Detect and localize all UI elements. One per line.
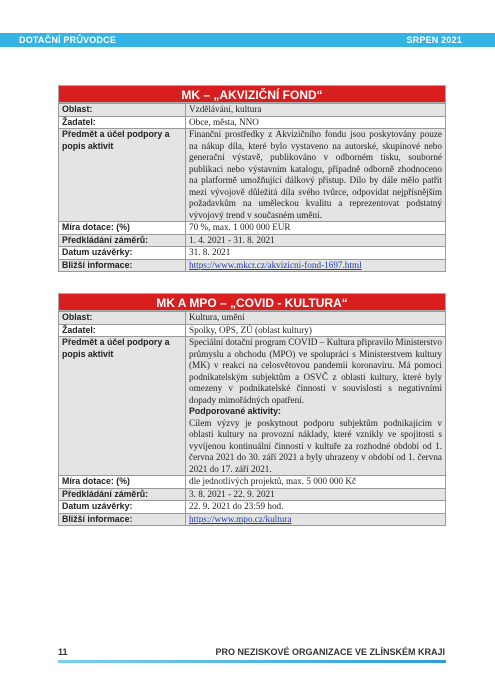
row-label: Žadatel: xyxy=(59,324,186,337)
row-label: Oblast: xyxy=(59,104,186,117)
table-row xyxy=(59,247,446,260)
info-link[interactable]: https://www.mkcr.cz/akvizicni-fond-1697.html xyxy=(189,259,362,270)
row-label: Předkládání záměrů: xyxy=(59,234,186,247)
footer-rule xyxy=(58,660,446,663)
table-row xyxy=(59,116,446,129)
row-value: Spolky, OPS, ZÚ (oblast kultury) xyxy=(186,324,446,337)
info-link[interactable]: https://www.mpo.cz/kultura xyxy=(189,513,292,524)
page-number: 11 xyxy=(58,647,68,657)
row-label: Předmět a účel podpory a popis aktivit xyxy=(59,337,186,476)
row-value: Obce, města, NNO xyxy=(186,116,446,129)
row-value: Vzdělávání, kultura xyxy=(186,104,446,117)
table-row xyxy=(59,129,446,222)
row-label: Žadatel: xyxy=(59,116,186,129)
table-row xyxy=(59,337,446,476)
row-label: Bližší informace: xyxy=(59,259,186,272)
footer-title: PRO NEZISKOVÉ ORGANIZACE VE ZLÍNSKÉM KRAJI xyxy=(215,647,445,657)
grant-table xyxy=(58,311,446,526)
table-row xyxy=(59,476,446,489)
row-value xyxy=(186,337,446,476)
card-title: MK A MPO – „COVID - KULTURA“ xyxy=(58,293,446,311)
table-row xyxy=(59,104,446,117)
table-row xyxy=(59,501,446,514)
table-row xyxy=(59,234,446,247)
table-row xyxy=(59,513,446,526)
row-label: Předmět a účel podpory a popis aktivit xyxy=(59,129,186,222)
row-label: Předkládání záměrů: xyxy=(59,488,186,501)
row-label: Míra dotace: (%) xyxy=(59,222,186,235)
table-row xyxy=(59,324,446,337)
table-row xyxy=(59,488,446,501)
row-label: Míra dotace: (%) xyxy=(59,476,186,489)
row-value: 31. 8. 2021 xyxy=(186,247,446,260)
table-row xyxy=(59,312,446,325)
row-label: Datum uzávěrky: xyxy=(59,247,186,260)
page-header xyxy=(0,0,495,47)
row-value: dle jednotlivých projektů, max. 5 000 000 Kč xyxy=(186,476,446,489)
row-value xyxy=(186,259,446,272)
supported-activities-text: Cílem výzvy je poskytnout podporu subjektům podnikajícím v oblasti kultury na provozní náklady, které vznikly ve spojitosti s vyvíjenou kontinuální činností v kultuře za rozhodné období od 1. června 2021 do 30. září 2021 a byly uhrazeny v období od 1. června 2021 do 17. září 2021. xyxy=(189,417,442,474)
grant-card-covid-kultura xyxy=(58,293,446,526)
header-title: DOTAČNÍ PRŮVODCE xyxy=(19,35,117,45)
grant-table xyxy=(58,103,446,272)
row-value xyxy=(186,513,446,526)
card-title: MK – „AKVIZIČNÍ FOND“ xyxy=(58,85,446,103)
row-label: Datum uzávěrky: xyxy=(59,501,186,514)
supported-activities-heading: Podporované aktivity: xyxy=(189,406,281,416)
row-value: 3. 8. 2021 - 22. 9. 2021 xyxy=(186,488,446,501)
row-value: Kultura, umění xyxy=(186,312,446,325)
table-row xyxy=(59,222,446,235)
row-label: Bližší informace: xyxy=(59,513,186,526)
grant-card-akvizicni-fond xyxy=(58,85,446,272)
table-row xyxy=(59,259,446,272)
row-value: 22. 9. 2021 do 23:59 hod. xyxy=(186,501,446,514)
description-text: Speciální dotační program COVID – Kultura připravilo Ministerstvo průmyslu a obchodu (MPO) ve spolupráci s Ministerstvem kultury (MK) v reakci na celosvětovou pandemii koronaviru. Má pomoci podnikatelským subjektům a OSVČ z oblasti kultury, které byly omezeny v podnikatelské činnosti v souvislosti s negativními dopady mimořádných opatření. xyxy=(189,337,442,405)
header-date: SRPEN 2021 xyxy=(406,35,462,45)
row-value: 1. 4. 2021 - 31. 8. 2021 xyxy=(186,234,446,247)
row-value: Finanční prostředky z Akvizičního fondu jsou poskytovány pouze na nákup díla, které bylo vystaveno na autorské, skupinové nebo generační výstavě, publikováno v odborném tisku, souborné publikaci nebo výstavním katalogu, případně odborně zhodnoceno na platformě umožňující dálkový přístup. Dílo by dále mělo patřit mezi vývojově důležitá díla svého tvůrce, odpovídat nejpřísnějším požadavkům na uměleckou kvalitu a reprezentovat podstatný vývojový trend v současném umění. xyxy=(186,129,446,222)
row-label: Oblast: xyxy=(59,312,186,325)
row-value: 70 %, max. 1 000 000 EUR xyxy=(186,222,446,235)
